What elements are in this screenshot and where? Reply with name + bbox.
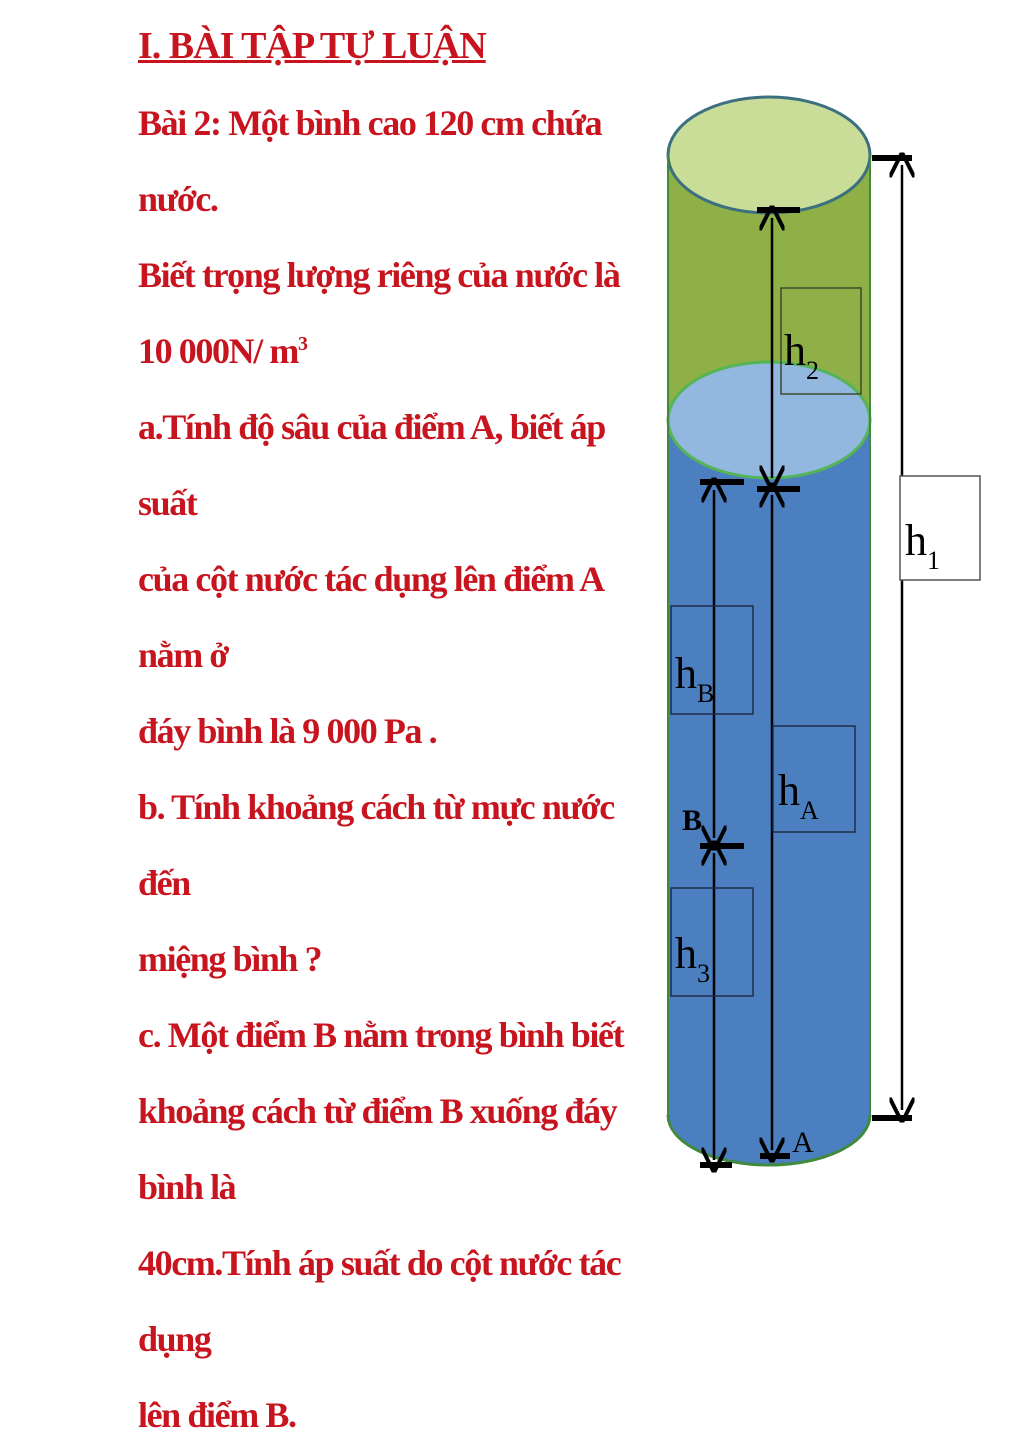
cylinder-top bbox=[668, 97, 870, 213]
intro-line-2: Biết trọng lượng riêng của nước là bbox=[138, 255, 620, 296]
part-c-line-3: 40cm.Tính áp suất do cột nước tác dụng bbox=[138, 1243, 621, 1360]
hA-label: $h_A$ bbox=[778, 766, 819, 825]
specific-weight-value: 10 000N/ m bbox=[138, 331, 298, 372]
point-B-label: B bbox=[682, 804, 703, 837]
part-a-line-3: đáy bình là 9 000 Pa . bbox=[138, 711, 437, 752]
h2-label: $h_2$ bbox=[784, 326, 819, 385]
water-surface bbox=[668, 362, 870, 478]
cylinder-diagram bbox=[640, 80, 1010, 1200]
part-b-line-2: miệng bình ? bbox=[138, 939, 322, 980]
intro-line-3 bbox=[138, 313, 638, 389]
water-body bbox=[668, 420, 870, 1165]
problem-text bbox=[138, 22, 638, 1453]
part-c-line-1: c. Một điểm B nằm trong bình biết bbox=[138, 1015, 624, 1056]
part-b-line-1: b. Tính khoảng cách từ mực nước đến bbox=[138, 787, 614, 904]
part-c-line-4: lên điểm B. bbox=[138, 1395, 296, 1436]
part-a-line-1: a.Tính độ sâu của điểm A, biết áp suất bbox=[138, 407, 605, 524]
section-heading: I. BÀI TẬP TỰ LUẬN bbox=[138, 25, 486, 67]
point-A-label: A bbox=[792, 1126, 814, 1159]
h3-label: $h_3$ bbox=[675, 929, 710, 988]
intro-line-1: Bài 2: Một bình cao 120 cm chứa nước. bbox=[138, 103, 602, 220]
part-c-line-2: khoảng cách từ điểm B xuống đáy bình là bbox=[138, 1091, 617, 1208]
h1-label: $h_1$ bbox=[905, 516, 940, 575]
hB-label: $h_B$ bbox=[675, 649, 715, 708]
part-a-line-2: của cột nước tác dụng lên điểm A nằm ở bbox=[138, 559, 602, 676]
exponent: 3 bbox=[298, 333, 307, 356]
